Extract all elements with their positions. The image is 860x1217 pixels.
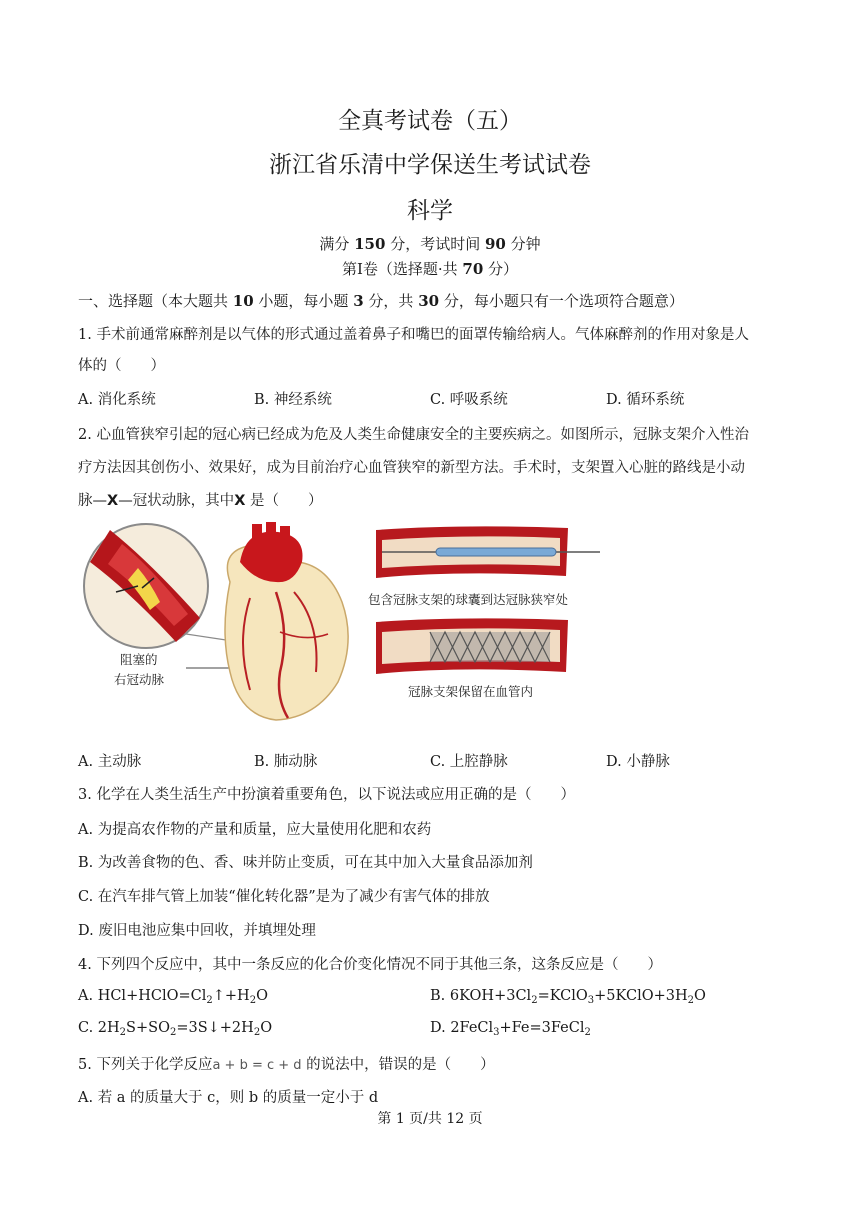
q4-option-a: A. $HCl+HClO=Cl_2↑+H_2O$ xyxy=(78,988,268,1006)
q1-option-a: A. 消化系统 xyxy=(78,392,156,408)
figure-caption-bottom: 冠脉支架保留在血管内 xyxy=(408,684,534,699)
stent-figure xyxy=(80,522,620,728)
q1-option-c: C. 呼吸系统 xyxy=(430,392,508,408)
exam-subject: 科学 xyxy=(407,198,453,224)
q3-option-b: B. 为改善食物的色、香、味并防止变质，可在其中加入大量食品添加剂 xyxy=(78,855,533,871)
q2-stem-line2: 疗方法因其创伤小、效果好，成为目前治疗心血管狭窄的新型方法。手术时，支架置入心脏的路线是小动 xyxy=(78,460,745,476)
q4-stem: 4. 下列四个反应中，其中一条反应的化合价变化情况不同于其他三条，这条反应是（ ） xyxy=(78,957,662,973)
vessel-stent xyxy=(376,618,568,674)
q4-option-b: B. $6KOH+3Cl_2=KClO_3+5KClO+3H_2O$ xyxy=(430,988,706,1006)
score-time: 满分 150 分，考试时间 90 分钟 xyxy=(319,235,541,253)
volume-heading: 第Ⅰ卷（选择题·共 70 分） xyxy=(341,260,519,278)
figure-caption-top: 包含冠脉支架的球囊到达冠脉狭窄处 xyxy=(368,592,569,607)
q1-stem-line1: 1. 手术前通常麻醉剂是以气体的形式通过盖着鼻子和嘴巴的面罩传输给病人。气体麻醉剂的作用对象是人 xyxy=(78,327,749,343)
q2-stem-line1: 2. 心血管狭窄引起的冠心病已经成为危及人类生命健康安全的主要疾病之。如图所示，冠脉支架介入性治 xyxy=(78,427,749,443)
q3-option-c: C. 在汽车排气管上加装“催化转化器”是为了减少有害气体的排放 xyxy=(78,889,490,905)
q3-option-a: A. 为提高农作物的产量和质量，应大量使用化肥和农药 xyxy=(78,822,432,838)
figure-label-left-2: 右冠动脉 xyxy=(114,672,165,687)
section-heading: 一、选择题（本大题共 10 小题，每小题 3 分，共 30 分，每小题只有一个选项符合题意） xyxy=(78,292,684,310)
q1-stem-line2: 体的（ ） xyxy=(78,358,165,374)
q3-option-d: D. 废旧电池应集中回收，并填埋处理 xyxy=(78,923,316,939)
q2-stem-line3: 脉—X—冠状动脉，其中X 是（ ） xyxy=(78,493,323,509)
q5-stem: 5. 下列关于化学反应a + b = c + d 的说法中，错误的是（ ） xyxy=(78,1057,495,1073)
blocked-artery-zoom xyxy=(84,524,208,648)
q5-equation: a + b = c + d xyxy=(212,1058,302,1073)
q1-option-d: D. 循环系统 xyxy=(606,392,685,408)
q2-option-d: D. 小静脉 xyxy=(606,754,670,770)
vessel-balloon xyxy=(376,526,600,578)
q4-option-d: D. 2FeCl$_3$+Fe=3FeCl$_2$ xyxy=(430,1020,591,1038)
q3-stem: 3. 化学在人类生活生产中扮演着重要角色，以下说法或应用正确的是（ ） xyxy=(78,787,575,803)
q2-option-b: B. 肺动脉 xyxy=(254,754,318,770)
q2-option-a: A. 主动脉 xyxy=(78,754,142,770)
exam-subtitle: 浙江省乐清中学保送生考试试卷 xyxy=(269,152,591,178)
q5-option-a: A. 若 a 的质量大于 c，则 b 的质量一定小于 d xyxy=(78,1090,379,1106)
q1-option-b: B. 神经系统 xyxy=(254,392,332,408)
figure-label-left-1: 阻塞的 xyxy=(120,652,158,667)
page-footer: 第 1 页/共 12 页 xyxy=(377,1111,483,1127)
exam-title: 全真考试卷（五） xyxy=(338,108,522,134)
q2-option-c: C. 上腔静脉 xyxy=(430,754,508,770)
heart-illustration xyxy=(225,522,348,720)
q4-option-c: C. $2H_2S+SO_2=3S↓+2H_2O$ xyxy=(78,1020,273,1038)
